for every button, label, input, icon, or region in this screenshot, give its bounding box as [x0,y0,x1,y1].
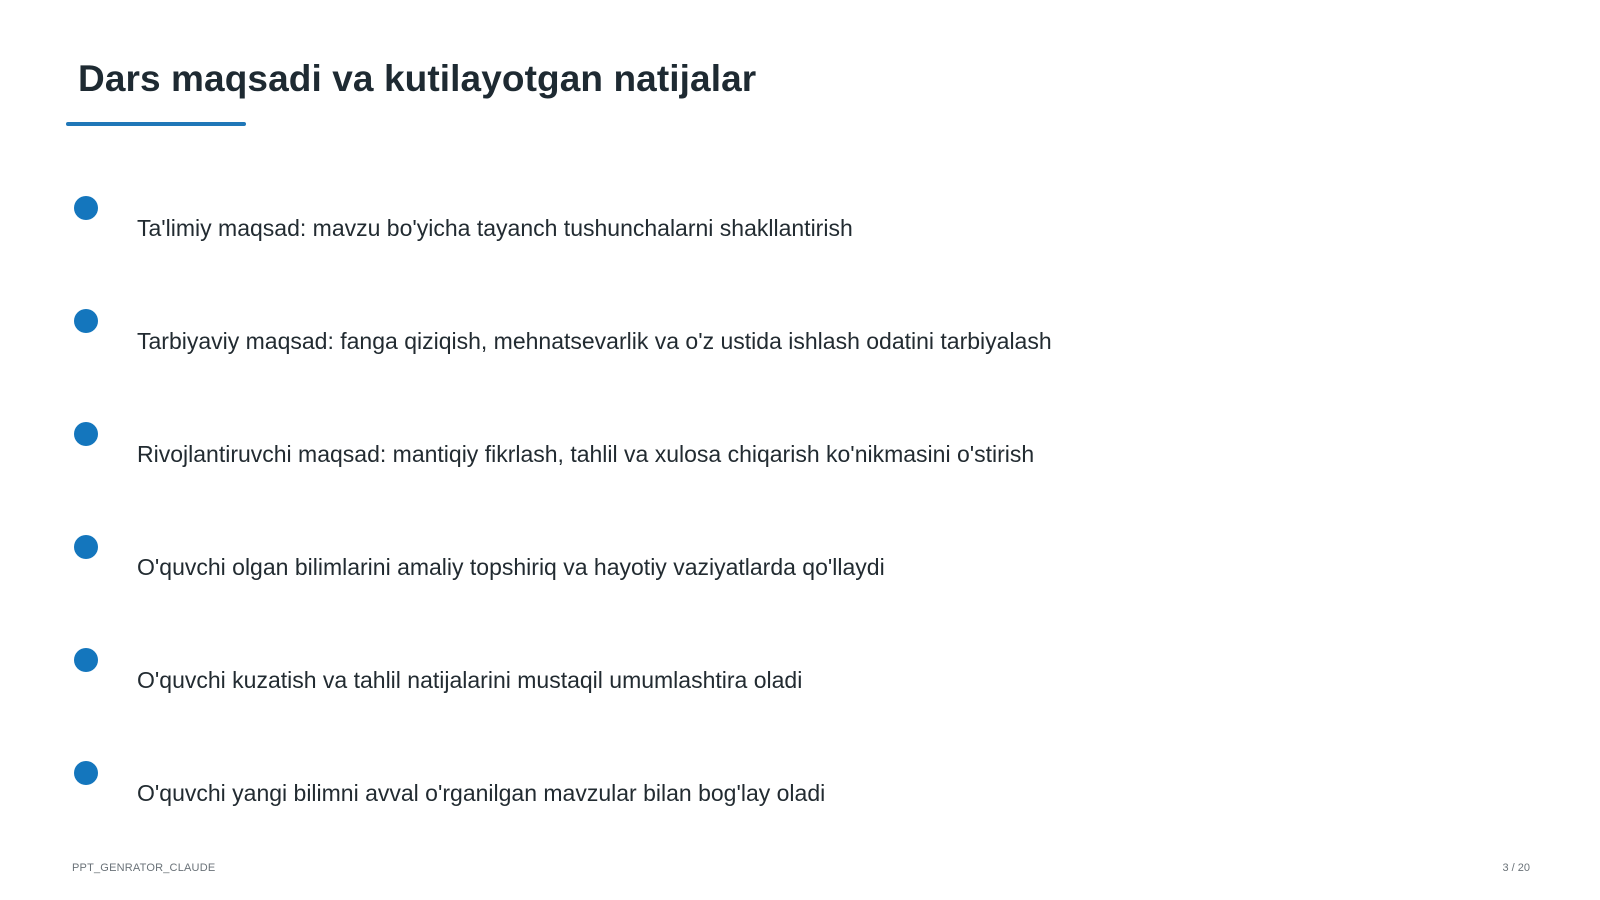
bullet-dot-icon [74,535,98,559]
list-item [0,535,1500,595]
bullet-text: O'quvchi yangi bilimni avval o'rganilgan mavzular bilan bog'lay oladi [137,780,826,806]
list-item [0,648,1500,708]
bullet-dot-icon [74,196,98,220]
bullet-text: Ta'limiy maqsad: mavzu bo'yicha tayanch tushunchalarni shakllantirish [137,215,853,241]
list-item [0,422,1500,482]
bullet-dot-icon [74,422,98,446]
bullet-text: O'quvchi kuzatish va tahlil natijalarini mustaqil umumlashtira oladi [137,667,803,693]
bullet-text: Tarbiyaviy maqsad: fanga qiziqish, mehnatsevarlik va o'z ustida ishlash odatini tarbiyalash [137,328,1052,354]
footer-source-label: PPT_GENRATOR_CLAUDE [72,862,216,874]
slide-title: Dars maqsadi va kutilayotgan natijalar [78,58,757,99]
list-item [0,309,1500,369]
bullet-dot-icon [74,309,98,333]
bullet-text: O'quvchi olgan bilimlarini amaliy topshiriq va hayotiy vaziyatlarda qo'llaydi [137,554,885,580]
list-item [0,196,1500,256]
bullet-dot-icon [74,648,98,672]
title-underline [66,122,246,126]
bullet-text: Rivojlantiruvchi maqsad: mantiqiy fikrlash, tahlil va xulosa chiqarish ko'nikmasini o'stirish [137,441,1035,467]
page-indicator: 3 / 20 [1502,862,1530,874]
bullet-dot-icon [74,761,98,785]
list-item [0,761,1500,821]
